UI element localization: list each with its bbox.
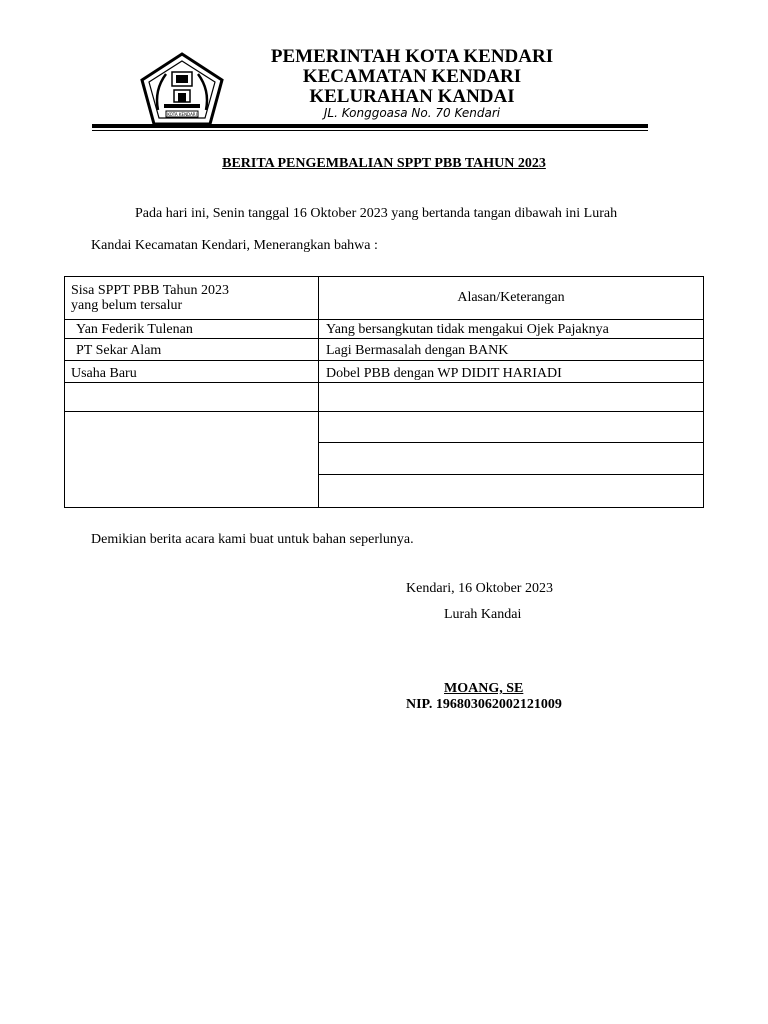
table-row-1-reason: Yang bersangkutan tidak mengakui Ojek Pajaknya — [326, 322, 609, 337]
table-row-2-reason: Lagi Bermasalah dengan BANK — [326, 343, 509, 358]
table-header-left-line2: yang belum tersalur — [71, 298, 183, 313]
header-government-line: PEMERINTAH KOTA KENDARI — [270, 46, 554, 67]
table-header-left-line1: Sisa SPPT PBB Tahun 2023 — [71, 283, 229, 298]
document-title: BERITA PENGEMBALIAN SPPT PBB TAHUN 2023 — [222, 156, 546, 171]
opening-paragraph-line1: Pada hari ini, Senin tanggal 16 Oktober 2023 yang bertanda tangan dibawah ini Lurah — [135, 206, 618, 221]
header-divider-thin — [92, 130, 648, 131]
header-divider-thick — [92, 124, 648, 128]
table-header-right: Alasan/Keterangan — [457, 290, 565, 305]
signatory-nip: NIP. 196803062002121009 — [406, 697, 562, 712]
opening-paragraph-line2: Kandai Kecamatan Kendari, Menerangkan bahwa : — [91, 238, 378, 253]
table-row-3-reason: Dobel PBB dengan WP DIDIT HARIADI — [326, 366, 562, 381]
header-subdistrict-line: KELURAHAN KANDAI — [309, 86, 515, 107]
table-row-1-name: Yan Federik Tulenan — [76, 322, 193, 337]
table-row-2-name: PT Sekar Alam — [76, 343, 162, 358]
logo-caption: KOTA KENDARI — [167, 112, 197, 117]
table-row-3-name: Usaha Baru — [71, 366, 137, 381]
signatory-name: MOANG, SE — [444, 681, 524, 696]
header-district-line: KECAMATAN KENDARI — [302, 66, 522, 87]
header-address: JL. Konggoasa No. 70 Kendari — [323, 106, 501, 120]
signature-place-date: Kendari, 16 Oktober 2023 — [406, 581, 553, 596]
sppt-return-table — [64, 276, 704, 508]
signature-position: Lurah Kandai — [444, 607, 522, 622]
closing-statement: Demikian berita acara kami buat untuk bahan seperlunya. — [91, 532, 414, 547]
